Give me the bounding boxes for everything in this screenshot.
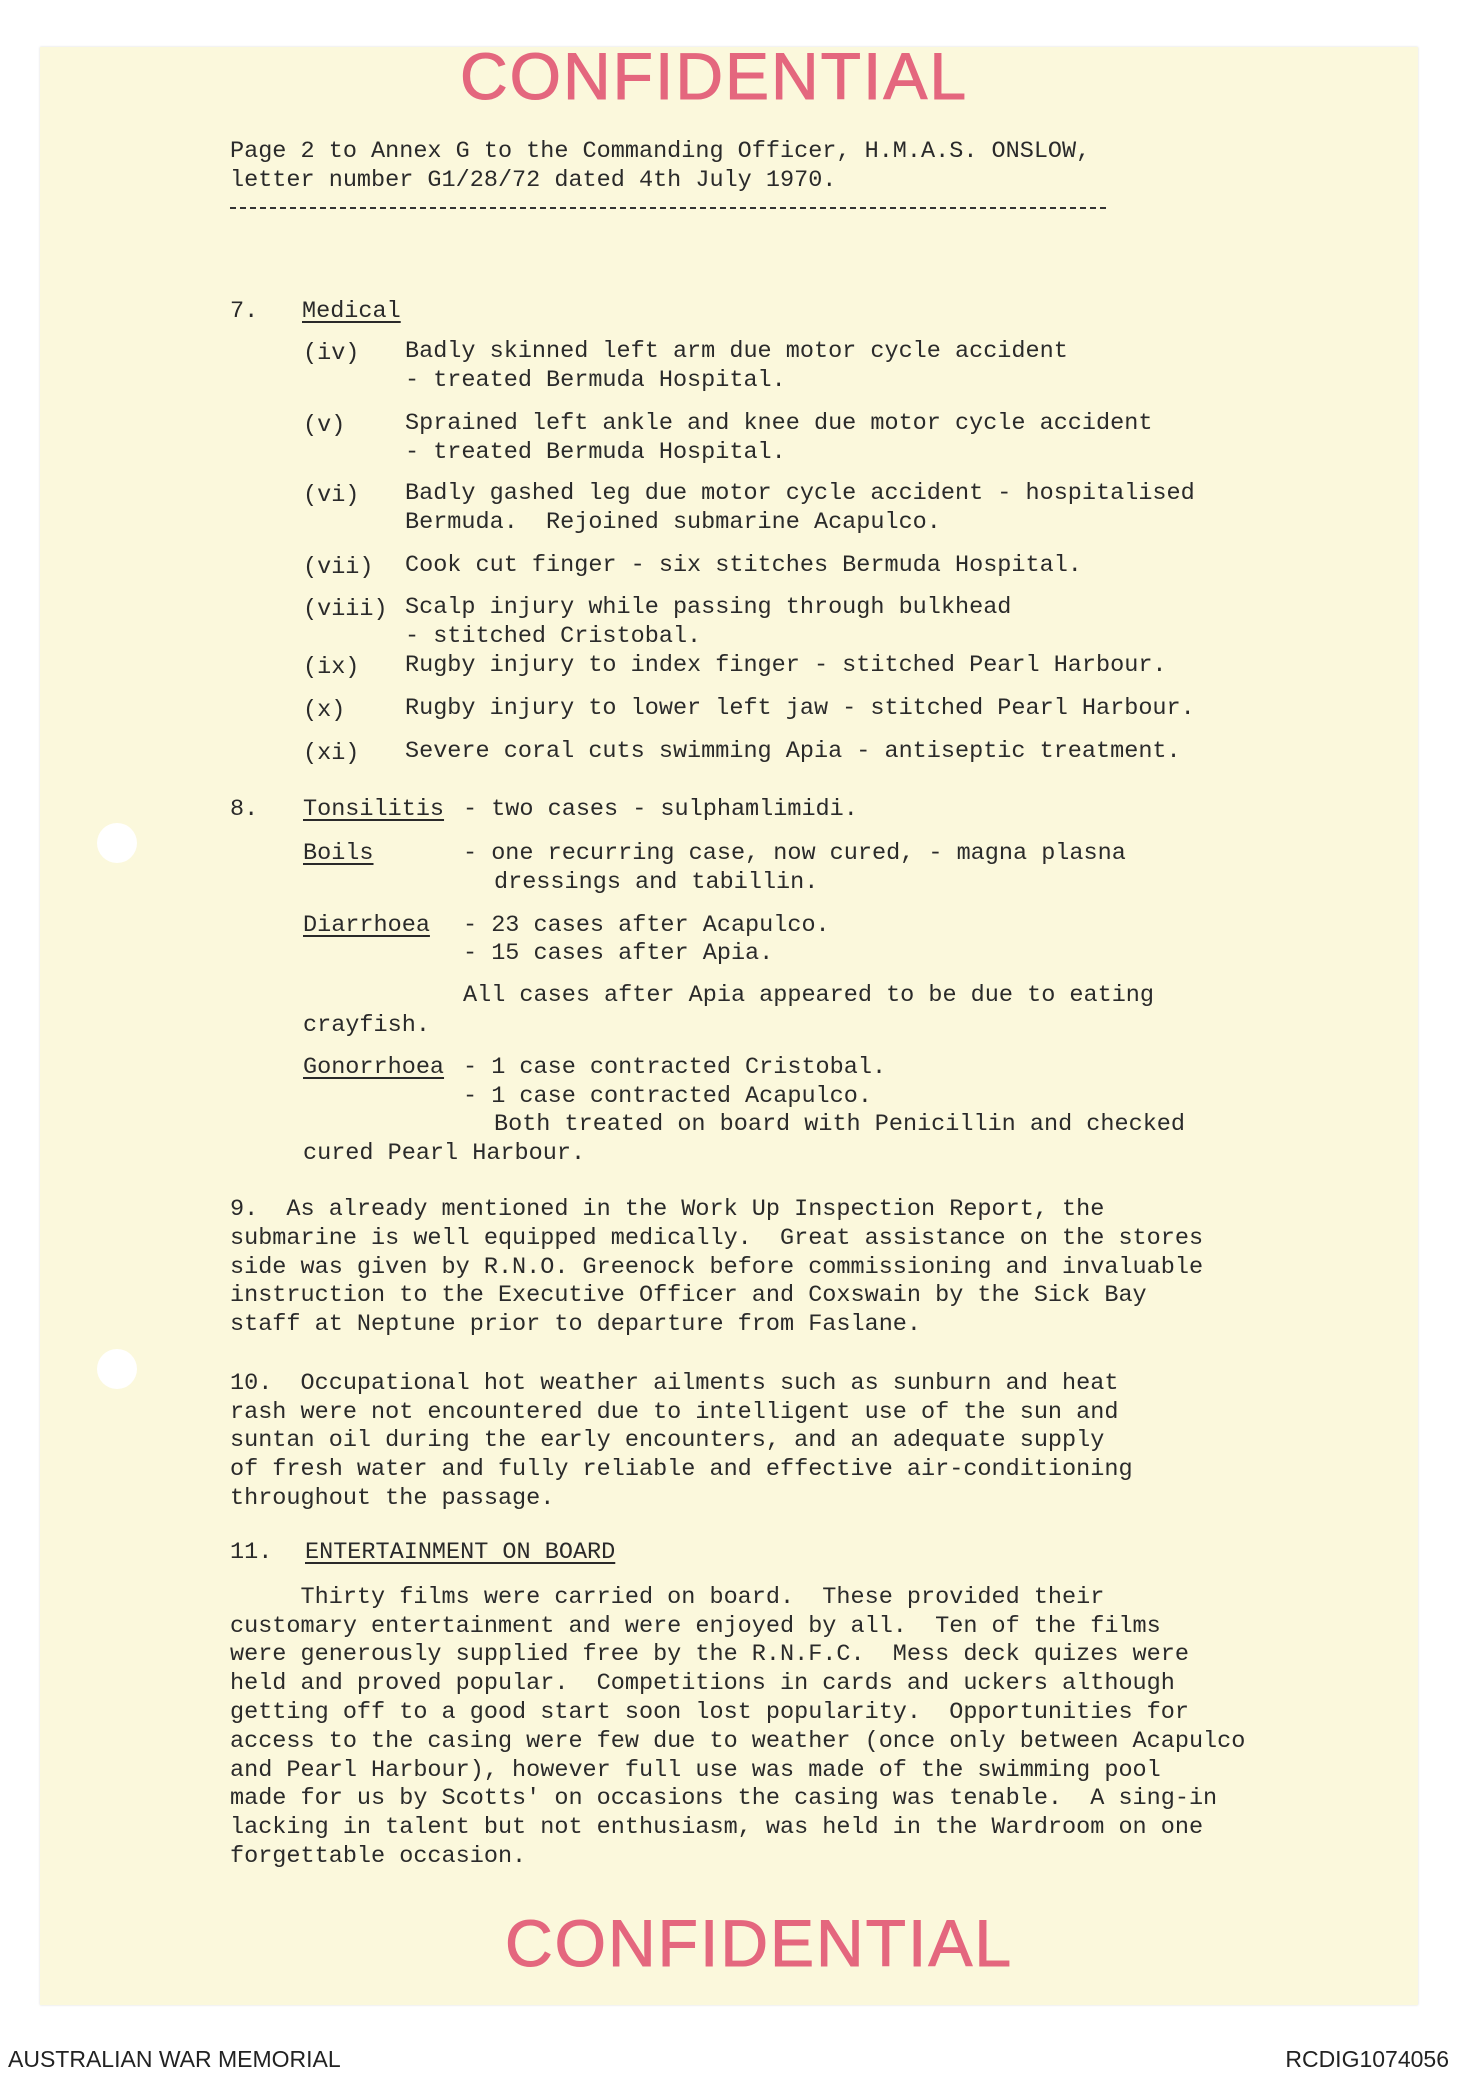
sec7-title: Medical (302, 298, 401, 325)
item-number: (vii) (303, 554, 374, 581)
gonorrhoea-label: Gonorrhoea (303, 1054, 445, 1081)
sec10-line: suntan oil during the early encounters, and an adequate supply (230, 1427, 1105, 1454)
sec11-line: were generously supplied free by the R.N.F.C. Mess deck quizes were (230, 1641, 1189, 1668)
sec11-line: forgettable occasion. (230, 1843, 527, 1870)
tonsilitis-label: Tonsilitis (303, 796, 445, 823)
item-number: (iv) (303, 340, 360, 367)
diarrhoea-line-2: - 15 cases after Apia. (463, 940, 774, 967)
item-line: Rugby injury to lower left jaw - stitched Pearl Harbour. (405, 695, 1195, 722)
item-number: (ix) (303, 654, 360, 681)
sec11-line: held and proved popular. Competitions in cards and uckers although (230, 1670, 1175, 1697)
footer-right: RCDIG1074056 (1285, 2046, 1449, 2072)
item-line: Severe coral cuts swimming Apia - antiseptic treatment. (405, 738, 1181, 765)
sec9-line: side was given by R.N.O. Greenock before commissioning and invaluable (230, 1254, 1204, 1281)
header-line-2: letter number G1/28/72 dated 4th July 1970. (230, 167, 837, 194)
tonsilitis-text: - two cases - sulphamlimidi. (463, 796, 858, 823)
item-number: (viii) (303, 596, 388, 623)
sec11-number: 11. (230, 1539, 273, 1566)
sec11-title: ENTERTAINMENT ON BOARD (305, 1539, 616, 1566)
confidential-stamp-bottom: CONFIDENTIAL (505, 1906, 1014, 1980)
apia-line-1: All cases after Apia appeared to be due to eating (463, 982, 1155, 1009)
sec11-line: access to the casing were few due to weather (once only between Acapulco (230, 1728, 1246, 1755)
item-line: Sprained left ankle and knee due motor cycle accident (405, 410, 1153, 437)
item-line: - treated Bermuda Hospital. (405, 367, 786, 394)
item-line: Badly skinned left arm due motor cycle accident (405, 338, 1068, 365)
header-rule (230, 207, 1106, 209)
footer-left: AUSTRALIAN WAR MEMORIAL (8, 2046, 341, 2072)
item-line: Rugby injury to index finger - stitched Pearl Harbour. (405, 652, 1167, 679)
item-line: Cook cut finger - six stitches Bermuda Hospital. (405, 552, 1082, 579)
item-line: Scalp injury while passing through bulkhead (405, 594, 1012, 621)
sec10-line: 10. Occupational hot weather ailments such as sunburn and heat (230, 1370, 1119, 1397)
sec11-line: getting off to a good start soon lost popularity. Opportunities for (230, 1699, 1189, 1726)
sec10-line: throughout the passage. (230, 1485, 555, 1512)
item-line: - stitched Cristobal. (405, 623, 702, 650)
item-line: - treated Bermuda Hospital. (405, 439, 786, 466)
item-line: Bermuda. Rejoined submarine Acapulco. (405, 509, 941, 536)
boils-line-2: dressings and tabillin. (494, 869, 819, 896)
boils-label: Boils (303, 840, 374, 867)
sec8-number: 8. (230, 796, 259, 823)
item-number: (xi) (303, 740, 360, 767)
apia-line-2: crayfish. (303, 1012, 430, 1039)
item-line: Badly gashed leg due motor cycle accident - hospitalised (405, 480, 1195, 507)
diarrhoea-label: Diarrhoea (303, 912, 430, 939)
item-number: (v) (303, 412, 346, 439)
sec7-number: 7. (230, 298, 259, 325)
sec11-line: lacking in talent but not enthusiasm, was held in the Wardroom on one (230, 1814, 1204, 1841)
punch-hole (97, 1349, 137, 1389)
sec11-line: customary entertainment and were enjoyed by all. Ten of the films (230, 1613, 1161, 1640)
sec10-line: of fresh water and fully reliable and effective air-conditioning (230, 1456, 1133, 1483)
sec11-line: made for us by Scotts' on occasions the casing was tenable. A sing-in (230, 1785, 1218, 1812)
sec9-line: submarine is well equipped medically. Great assistance on the stores (230, 1225, 1204, 1252)
gonorrhoea-line-1: - 1 case contracted Cristobal. (463, 1054, 887, 1081)
sec11-line: Thirty films were carried on board. These provided their (230, 1584, 1105, 1611)
gonorrhoea-line-4: cured Pearl Harbour. (303, 1140, 586, 1167)
punch-hole (97, 823, 137, 863)
sec9-line: instruction to the Executive Officer and Coxswain by the Sick Bay (230, 1282, 1147, 1309)
item-number: (x) (303, 697, 346, 724)
sec9-line: staff at Neptune prior to departure from Faslane. (230, 1311, 922, 1338)
boils-line-1: - one recurring case, now cured, - magna plasna (463, 840, 1126, 867)
item-number: (vi) (303, 482, 360, 509)
sec9-line: 9. As already mentioned in the Work Up Inspection Report, the (230, 1196, 1105, 1223)
diarrhoea-line-1: - 23 cases after Acapulco. (463, 912, 830, 939)
sec10-line: rash were not encountered due to intelligent use of the sun and (230, 1399, 1119, 1426)
header-line-1: Page 2 to Annex G to the Commanding Officer, H.M.A.S. ONSLOW, (230, 138, 1091, 165)
sec11-line: and Pearl Harbour), however full use was made of the swimming pool (230, 1757, 1161, 1784)
confidential-stamp-top: CONFIDENTIAL (460, 39, 969, 113)
gonorrhoea-line-2: - 1 case contracted Acapulco. (463, 1083, 872, 1110)
gonorrhoea-line-3: Both treated on board with Penicillin and checked (494, 1111, 1186, 1138)
